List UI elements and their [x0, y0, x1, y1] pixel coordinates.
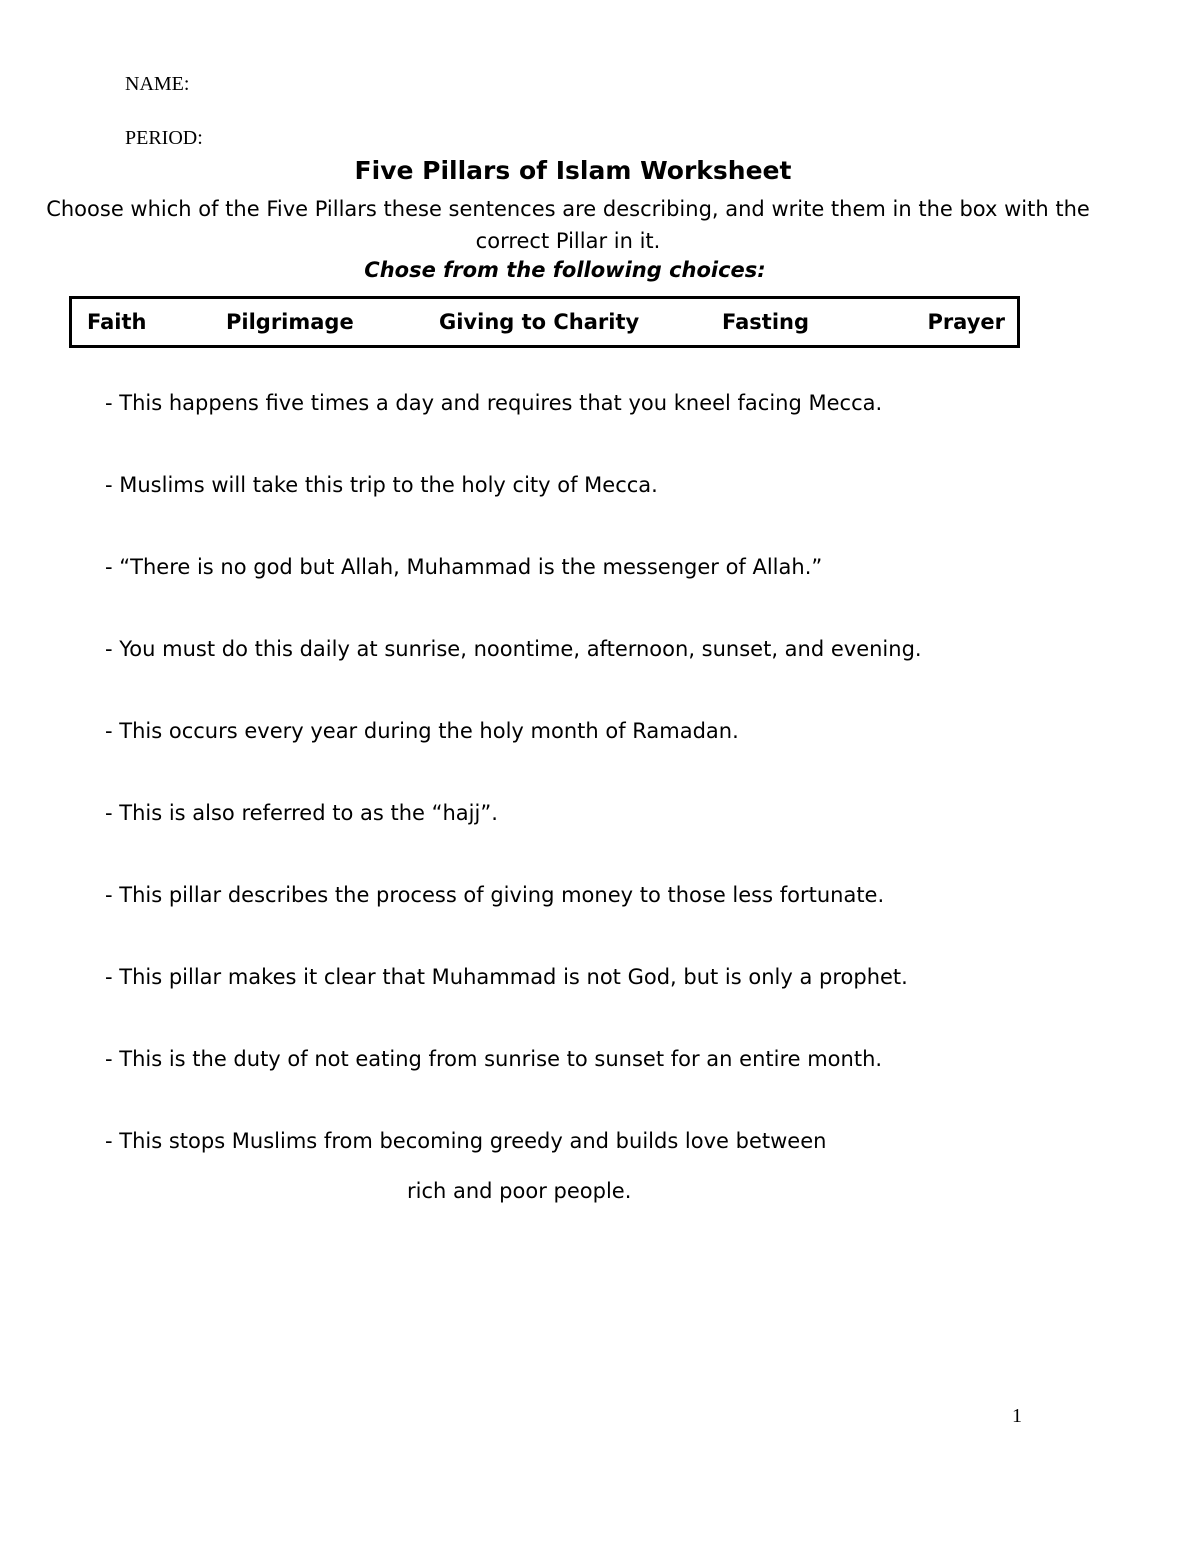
question-item: - This is also referred to as the “hajj”.: [105, 801, 498, 825]
choice-giving-to-charity: Giving to Charity: [439, 310, 640, 334]
choices-heading: Chose from the following choices:: [364, 258, 766, 282]
choice-pilgrimage: Pilgrimage: [226, 310, 354, 334]
question-item: - This stops Muslims from becoming greedy and builds love between: [105, 1129, 827, 1153]
question-item: - This happens five times a day and requires that you kneel facing Mecca.: [105, 391, 883, 415]
worksheet-title: Five Pillars of Islam Worksheet: [354, 156, 792, 185]
name-label: NAME:: [125, 73, 190, 95]
choices-box: [69, 296, 1020, 348]
question-item: - This occurs every year during the holy month of Ramadan.: [105, 719, 739, 743]
question-item: - Muslims will take this trip to the holy city of Mecca.: [105, 473, 658, 497]
question-item: - You must do this daily at sunrise, noontime, afternoon, sunset, and evening.: [105, 637, 922, 661]
question-continuation: rich and poor people.: [407, 1179, 632, 1203]
period-label: PERIOD:: [125, 127, 203, 149]
instructions: Choose which of the Five Pillars these sentences are describing, and write them in the box with the correct Pillar in it.: [46, 197, 1090, 253]
question-item: - This is the duty of not eating from sunrise to sunset for an entire month.: [105, 1047, 883, 1071]
question-item: - “There is no god but Allah, Muhammad is the messenger of Allah.”: [105, 555, 823, 579]
question-item: - This pillar makes it clear that Muhammad is not God, but is only a prophet.: [105, 965, 908, 989]
choice-prayer: Prayer: [927, 310, 1005, 334]
page-number: 1: [1012, 1405, 1022, 1427]
choice-faith: Faith: [87, 310, 147, 334]
choice-fasting: Fasting: [722, 310, 810, 334]
question-item: - This pillar describes the process of giving money to those less fortunate.: [105, 883, 885, 907]
